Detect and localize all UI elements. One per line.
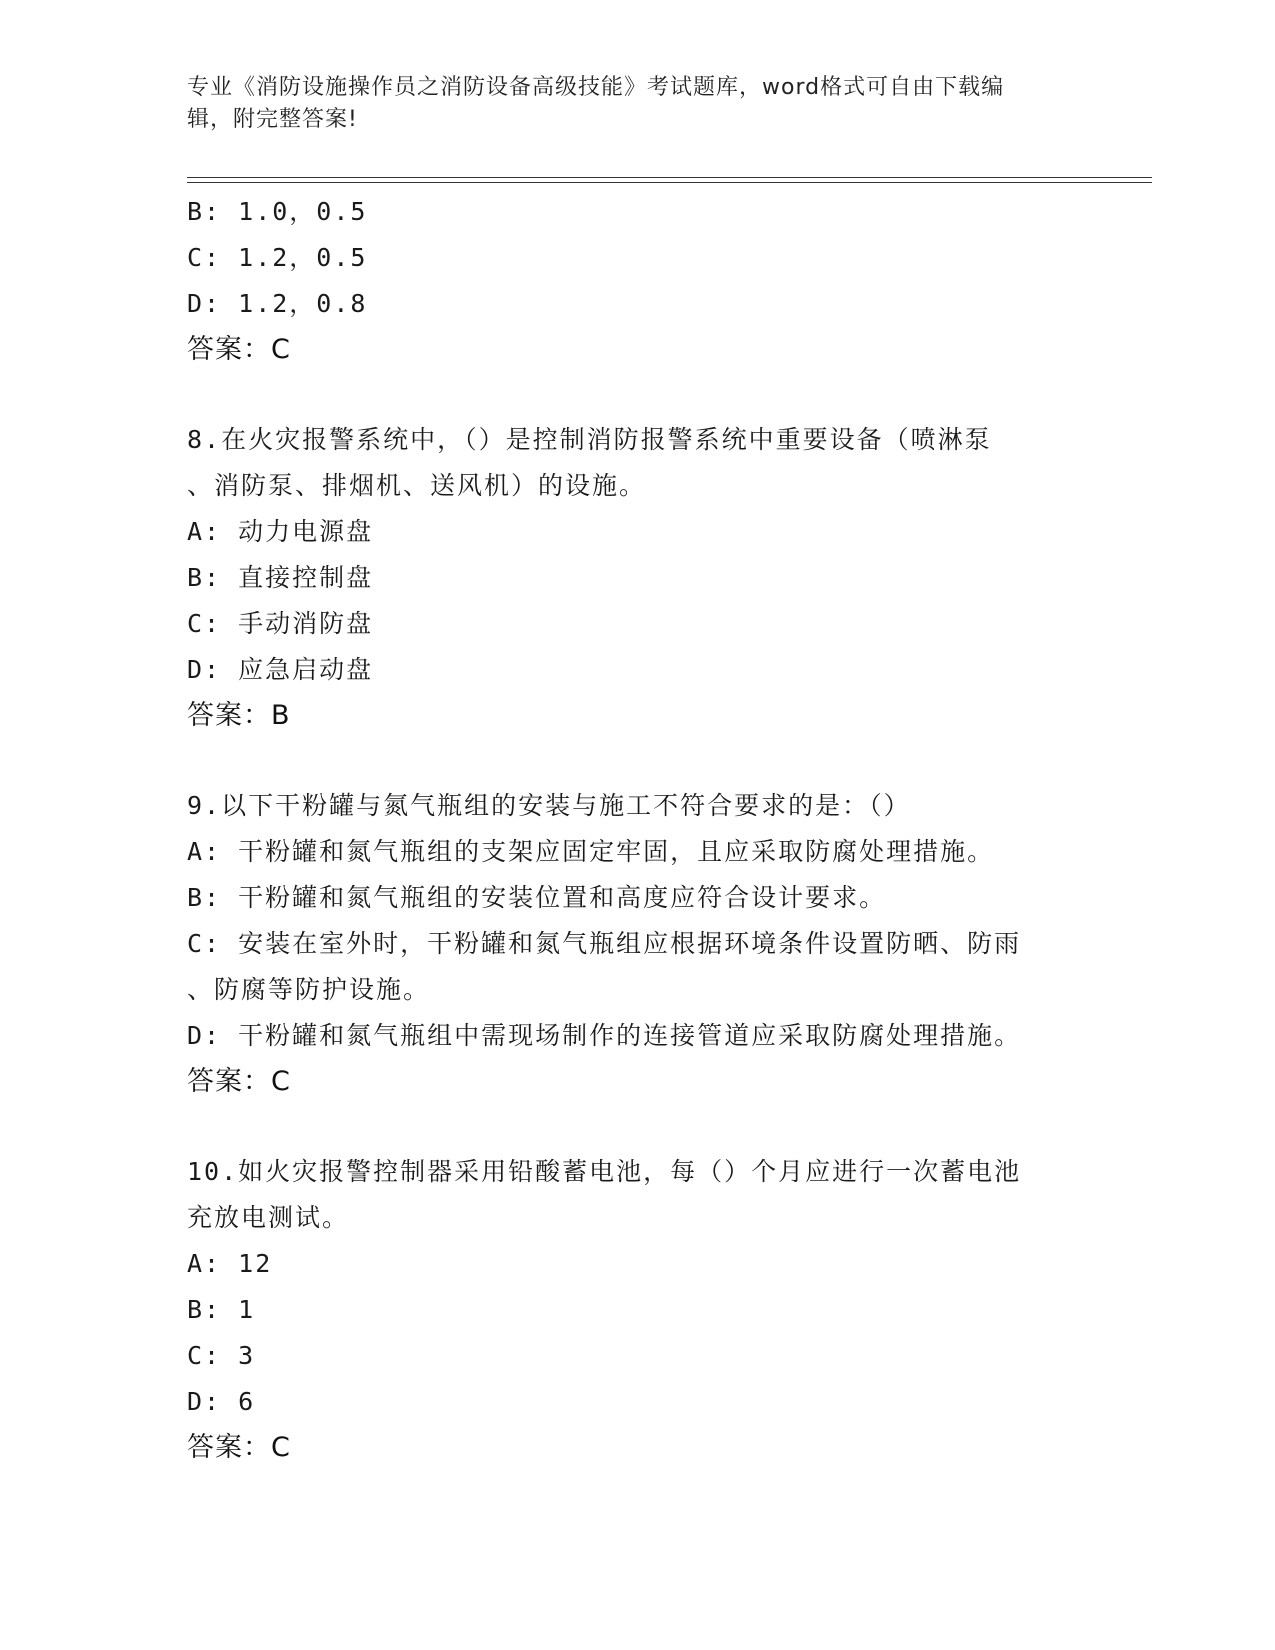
question-stem-continued: 、消防泵、排烟机、送风机）的设施。 xyxy=(187,471,647,500)
question-list xyxy=(187,189,1087,1471)
spacer xyxy=(187,739,1087,783)
option-b: B: 1.0，0.5 xyxy=(187,197,368,226)
answer-line: 答案：B xyxy=(187,700,291,731)
option-a: A: 干粉罐和氮气瓶组的支架应固定牢固，且应采取防腐处理措施。 xyxy=(187,837,995,866)
question-stem: 8.在火灾报警系统中，（）是控制消防报警系统中重要设备（喷淋泵 xyxy=(187,425,992,454)
question-9 xyxy=(187,783,1087,1105)
option-c: C: 安装在室外时，干粉罐和氮气瓶组应根据环境条件设置防晒、防雨 xyxy=(187,929,1022,958)
spacer xyxy=(187,1105,1087,1149)
option-c: C: 1.2，0.5 xyxy=(187,243,368,272)
answer-line: 答案：C xyxy=(187,1066,291,1097)
option-b: B: 1 xyxy=(187,1295,256,1324)
option-d: D: 1.2，0.8 xyxy=(187,289,368,318)
document-header xyxy=(187,72,1067,136)
option-d: D: 应急启动盘 xyxy=(187,655,374,684)
option-b: B: 直接控制盘 xyxy=(187,563,374,592)
option-b: B: 干粉罐和氮气瓶组的安装位置和高度应符合设计要求。 xyxy=(187,883,887,912)
header-divider-top xyxy=(187,177,1152,178)
option-c-continued: 、防腐等防护设施。 xyxy=(187,975,431,1004)
option-d: D: 干粉罐和氮气瓶组中需现场制作的连接管道应采取防腐处理措施。 xyxy=(187,1021,1022,1050)
header-divider-bottom xyxy=(187,182,1152,183)
option-a: A: 动力电源盘 xyxy=(187,517,374,546)
spacer xyxy=(187,373,1087,417)
header-line-2: 辑，附完整答案! xyxy=(187,107,358,132)
option-d: D: 6 xyxy=(187,1387,256,1416)
answer-line: 答案：C xyxy=(187,334,291,365)
question-stem: 10.如火灾报警控制器采用铅酸蓄电池，每（）个月应进行一次蓄电池 xyxy=(187,1157,1022,1186)
header-line-1: 专业《消防设施操作员之消防设备高级技能》考试题库，word格式可自由下载编 xyxy=(187,75,1005,100)
question-stem-continued: 充放电测试。 xyxy=(187,1203,350,1232)
option-c: C: 3 xyxy=(187,1341,256,1370)
option-c: C: 手动消防盘 xyxy=(187,609,374,638)
option-a: A: 12 xyxy=(187,1249,273,1278)
question-stem: 9.以下干粉罐与氮气瓶组的安装与施工不符合要求的是：（） xyxy=(187,791,911,820)
question-7-tail xyxy=(187,189,1087,373)
question-8 xyxy=(187,417,1087,739)
question-10 xyxy=(187,1149,1087,1471)
answer-line: 答案：C xyxy=(187,1432,291,1463)
